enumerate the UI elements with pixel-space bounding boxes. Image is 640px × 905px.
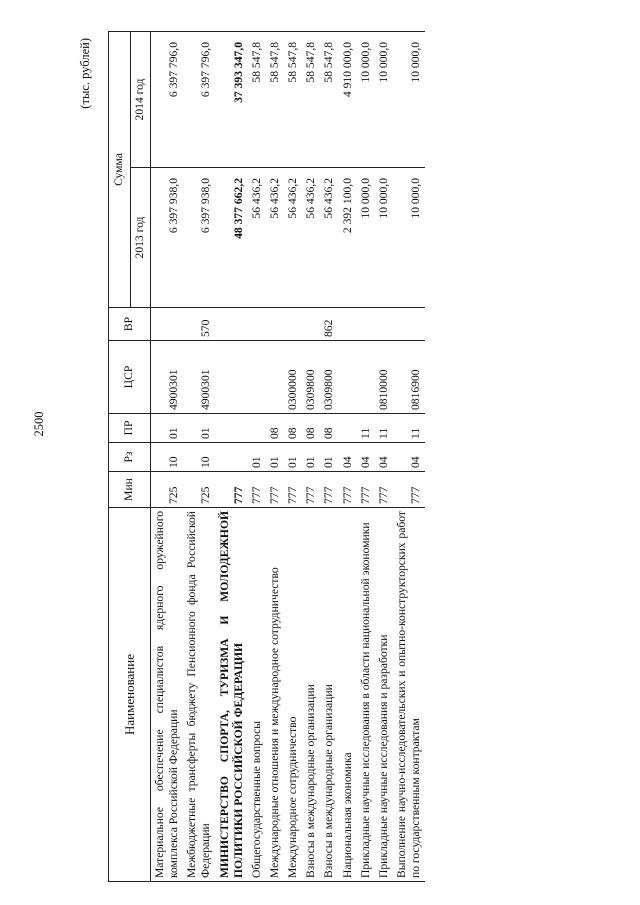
- row-rz: 04: [393, 443, 425, 472]
- row-rz: 01: [248, 443, 266, 472]
- row-name: Взносы в международные организации: [320, 508, 338, 882]
- row-amount-2014: 58 547,8: [320, 31, 338, 167]
- row-csr: [248, 341, 266, 414]
- row-amount-2013: 56 436,2: [302, 168, 320, 308]
- row-amount-2014: 58 547,8: [284, 31, 302, 167]
- row-csr: [339, 341, 357, 414]
- row-amount-2014: 4 910 000,0: [339, 31, 357, 167]
- row-min: 777: [216, 472, 248, 508]
- row-csr: 0300000: [284, 341, 302, 414]
- row-name: Межбюджетные трансферты бюджету Пенсионного фонда Российской Федерации: [183, 508, 215, 882]
- row-amount-2014: 37 393 347,0: [216, 31, 248, 167]
- row-name: Прикладные научные исследования и разработки: [375, 508, 393, 882]
- row-name: Международные отношения и международное сотрудничество: [266, 508, 284, 882]
- row-min: 777: [357, 472, 375, 508]
- row-amount-2013: 10 000,0: [357, 168, 375, 308]
- rotated-table-area: [78, 32, 538, 882]
- row-rz: 01: [320, 443, 338, 472]
- header-csr: ЦСР: [109, 341, 151, 414]
- row-min: 777: [302, 472, 320, 508]
- row-pr: 08: [284, 414, 302, 443]
- row-amount-2013: 6 397 938,0: [183, 168, 215, 308]
- row-pr: [248, 414, 266, 443]
- table-row: [284, 31, 302, 881]
- row-vr: [151, 308, 184, 341]
- row-csr: [266, 341, 284, 414]
- table-row: [320, 31, 338, 881]
- row-amount-2014: 58 547,8: [302, 31, 320, 167]
- row-name: Материальное обеспечение специалистов ядерного оружейного комплекса Российской Федерации: [151, 508, 184, 882]
- row-min: 777: [339, 472, 357, 508]
- header-year-2014: 2014 год: [131, 31, 151, 167]
- row-csr: 0309800: [320, 341, 338, 414]
- units-label: (тыс. рублей): [78, 38, 92, 109]
- row-pr: [339, 414, 357, 443]
- row-min: 777: [393, 472, 425, 508]
- row-amount-2013: 56 436,2: [284, 168, 302, 308]
- row-vr: [339, 308, 357, 341]
- table-row: [216, 31, 248, 881]
- row-pr: 11: [375, 414, 393, 443]
- row-name: МИНИСТЕРСТВО СПОРТА, ТУРИЗМА И МОЛОДЕЖНОЙ ПОЛИТИКИ РОССИЙСКОЙ ФЕДЕРАЦИИ: [216, 508, 248, 882]
- table-row: [339, 31, 357, 881]
- row-csr: 4900301: [151, 341, 184, 414]
- row-amount-2014: 10 000,0: [357, 31, 375, 167]
- row-pr: [216, 414, 248, 443]
- row-amount-2013: 6 397 938,0: [151, 168, 184, 308]
- row-csr: 0309800: [302, 341, 320, 414]
- row-name: Выполнение научно-исследовательских и опытно-конструкторских работ по государственным контрактам: [393, 508, 425, 882]
- header-min: Мин: [109, 472, 151, 508]
- row-amount-2013: 10 000,0: [375, 168, 393, 308]
- row-vr: [302, 308, 320, 341]
- header-vr: ВР: [109, 308, 151, 341]
- row-pr: 11: [393, 414, 425, 443]
- row-rz: 10: [151, 443, 184, 472]
- header-name: Наименование: [109, 508, 151, 882]
- row-amount-2014: 10 000,0: [393, 31, 425, 167]
- row-vr: [266, 308, 284, 341]
- row-min: 725: [151, 472, 184, 508]
- row-min: 777: [284, 472, 302, 508]
- row-name: Взносы в международные организации: [302, 508, 320, 882]
- row-pr: 11: [357, 414, 375, 443]
- row-rz: [216, 443, 248, 472]
- row-vr: 862: [320, 308, 338, 341]
- table-row: [393, 31, 425, 881]
- row-pr: 01: [183, 414, 215, 443]
- row-vr: 570: [183, 308, 215, 341]
- row-min: 777: [248, 472, 266, 508]
- row-csr: 0816900: [393, 341, 425, 414]
- row-min: 777: [375, 472, 393, 508]
- row-rz: 01: [302, 443, 320, 472]
- row-vr: [284, 308, 302, 341]
- row-pr: 08: [266, 414, 284, 443]
- row-min: 725: [183, 472, 215, 508]
- page-number: 2500: [32, 411, 46, 437]
- row-amount-2014: 58 547,8: [248, 31, 266, 167]
- row-amount-2014: 6 397 796,0: [183, 31, 215, 167]
- row-rz: 01: [266, 443, 284, 472]
- table-row: [357, 31, 375, 881]
- row-name: Прикладные научные исследования в области национальной экономики: [357, 508, 375, 882]
- table-row: [248, 31, 266, 881]
- row-amount-2013: 56 436,2: [266, 168, 284, 308]
- header-sum: Сумма: [109, 31, 131, 307]
- table-row: [302, 31, 320, 881]
- row-rz: 01: [284, 443, 302, 472]
- header-year-2013: 2013 год: [131, 168, 151, 308]
- row-vr: [248, 308, 266, 341]
- row-vr: [216, 308, 248, 341]
- row-vr: [357, 308, 375, 341]
- row-vr: [375, 308, 393, 341]
- row-rz: 04: [339, 443, 357, 472]
- budget-table: [108, 31, 425, 882]
- row-name: Международное сотрудничество: [284, 508, 302, 882]
- row-csr: [216, 341, 248, 414]
- row-vr: [393, 308, 425, 341]
- table-row: [375, 31, 393, 881]
- row-amount-2013: 56 436,2: [248, 168, 266, 308]
- row-amount-2013: 2 392 100,0: [339, 168, 357, 308]
- row-pr: 08: [302, 414, 320, 443]
- table-row: [266, 31, 284, 881]
- table-body: [151, 31, 426, 881]
- row-csr: 4900301: [183, 341, 215, 414]
- row-amount-2013: 56 436,2: [320, 168, 338, 308]
- table-row: [183, 31, 215, 881]
- row-rz: 04: [375, 443, 393, 472]
- header-rz: Рз: [109, 443, 151, 472]
- row-amount-2013: 10 000,0: [393, 168, 425, 308]
- row-rz: 04: [357, 443, 375, 472]
- row-pr: 08: [320, 414, 338, 443]
- row-amount-2014: 6 397 796,0: [151, 31, 184, 167]
- row-amount-2014: 58 547,8: [266, 31, 284, 167]
- header-pr: ПР: [109, 414, 151, 443]
- row-amount-2014: 10 000,0: [375, 31, 393, 167]
- row-min: 777: [320, 472, 338, 508]
- row-rz: 10: [183, 443, 215, 472]
- row-csr: [357, 341, 375, 414]
- row-name: Общегосударственные вопросы: [248, 508, 266, 882]
- row-pr: 01: [151, 414, 184, 443]
- row-name: Национальная экономика: [339, 508, 357, 882]
- row-amount-2013: 48 377 662,2: [216, 168, 248, 308]
- row-csr: 0810000: [375, 341, 393, 414]
- row-min: 777: [266, 472, 284, 508]
- table-row: [151, 31, 184, 881]
